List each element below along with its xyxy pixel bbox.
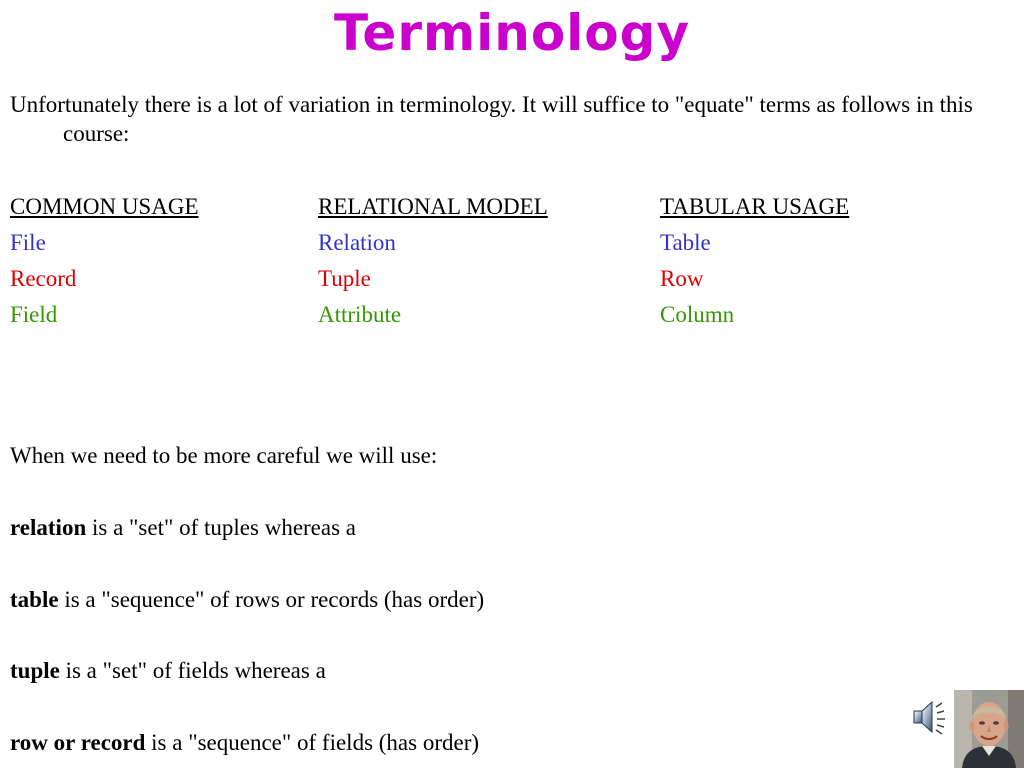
presenter-photo	[954, 690, 1024, 768]
term-table: Table	[660, 230, 711, 255]
intro-paragraph: Unfortunately there is a lot of variation in terminology. It will suffice to "equate" terms as follows in this course:	[10, 92, 973, 146]
header-relational-model: RELATIONAL MODEL	[318, 194, 548, 219]
definition-text: is a "sequence" of rows or records (has order)	[58, 587, 485, 612]
term-column: Column	[660, 302, 735, 327]
term-attribute: Attribute	[318, 302, 402, 327]
header-tabular-usage: TABULAR USAGE	[660, 194, 850, 219]
definition-text: is a "set" of tuples whereas a	[86, 515, 357, 540]
column-tabular-usage	[660, 189, 849, 333]
speaker-icon[interactable]	[910, 697, 952, 737]
term-relation: Relation	[318, 230, 396, 255]
term-record: Record	[10, 266, 77, 291]
column-relational-model	[318, 189, 548, 333]
definition-tuple	[10, 656, 326, 685]
careful-sentence: When we need to be more careful we will use:	[10, 443, 438, 468]
definition-term: tuple	[10, 658, 60, 683]
page-title: Terminology	[333, 4, 691, 62]
column-common-usage	[10, 189, 199, 333]
definition-text: is a "sequence" of fields (has order)	[145, 730, 480, 755]
term-field: Field	[10, 302, 58, 327]
definition-table	[10, 585, 484, 614]
header-common-usage: COMMON USAGE	[10, 194, 199, 219]
term-tuple: Tuple	[318, 266, 371, 291]
definition-term: table	[10, 587, 59, 612]
definition-term: row or record	[10, 730, 146, 755]
term-row: Row	[660, 266, 704, 291]
definition-row-or-record	[10, 728, 479, 757]
definition-text: is a "set" of fields whereas a	[59, 658, 326, 683]
definition-relation	[10, 513, 356, 542]
definition-term: relation	[10, 515, 87, 540]
term-file: File	[10, 230, 46, 255]
